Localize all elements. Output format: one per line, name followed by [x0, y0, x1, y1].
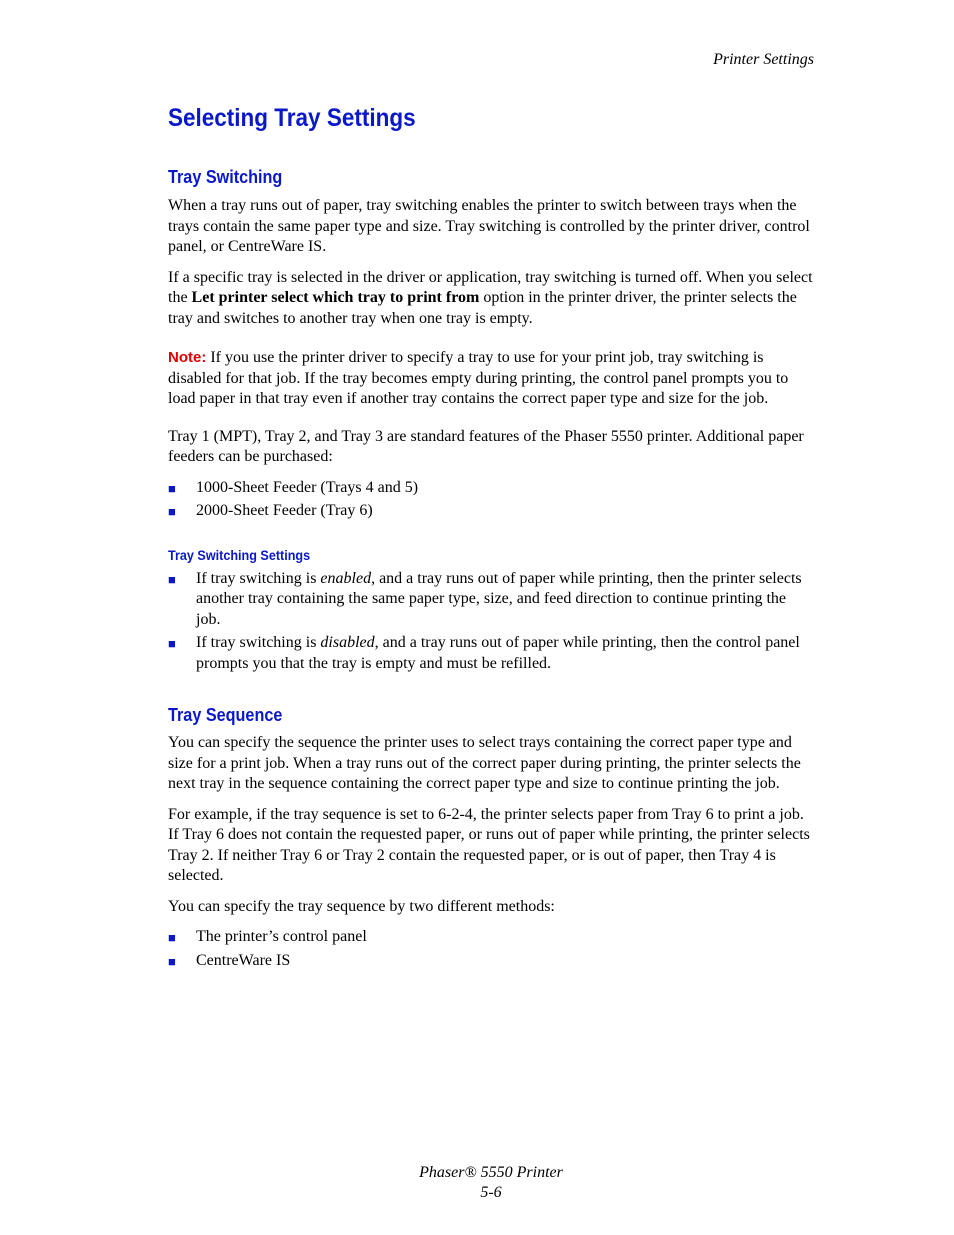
method-list	[168, 927, 813, 971]
paragraph: You can specify the tray sequence by two different methods:	[168, 897, 555, 915]
page-footer	[0, 1163, 954, 1203]
list-item	[168, 633, 813, 674]
bullet-icon: ■	[168, 953, 176, 969]
text-run: , and a tray runs out of paper while printing, then the control panel prompts you that the tray is empty and must be refilled.	[196, 634, 800, 672]
page-number: 5-6	[480, 1184, 502, 1201]
list-item-text: CentreWare IS	[196, 951, 291, 969]
note	[168, 348, 813, 410]
footer-product: Phaser® 5550 Printer	[419, 1164, 563, 1181]
list-item-text: 1000-Sheet Feeder (Trays 4 and 5)	[196, 478, 419, 496]
list-item-text: 2000-Sheet Feeder (Tray 6)	[196, 502, 373, 519]
note-text: If you use the printer driver to specify a tray to use for your print job, tray switching is disabled for that job. If the tray becomes empty during printing, the control panel prompts you to load paper in that tray even if another tray contains the correct paper type and size for the job.	[168, 349, 789, 407]
paragraph: For example, if the tray sequence is set to 6-2-4, the printer selects paper from Tray 6 to print a job. If Tray 6 does not contain the requested paper, or runs out of paper while printing, the printer selects Tray 2. If neither Tray 6 or Tray 2 contain the requested paper, or is out of paper, then Tray 4 is selected.	[168, 805, 810, 884]
bullet-icon: ■	[168, 571, 176, 587]
option-name: Let printer select which tray to print from	[191, 289, 480, 306]
text-run: If tray switching is	[196, 569, 321, 587]
bullet-icon: ■	[168, 480, 176, 496]
section-heading-tray-switching: Tray Switching	[168, 167, 283, 187]
bullet-icon: ■	[168, 930, 176, 945]
list-item	[168, 569, 813, 631]
list-item	[168, 501, 813, 522]
feeder-list	[168, 478, 813, 522]
page-title: Selecting Tray Settings	[168, 104, 416, 132]
bullet-icon: ■	[168, 504, 176, 519]
page-content	[168, 100, 813, 971]
paragraph	[168, 268, 813, 330]
emphasis: disabled	[320, 634, 375, 651]
list-item	[168, 951, 813, 972]
list-item	[168, 927, 813, 948]
text-run: If tray switching is	[196, 634, 321, 651]
section-heading-tray-sequence: Tray Sequence	[168, 705, 283, 725]
settings-list	[168, 569, 813, 675]
list-item	[168, 478, 813, 499]
bullet-icon: ■	[168, 636, 176, 651]
subsection-heading-tray-switching-settings: Tray Switching Settings	[168, 546, 311, 563]
text-run: option in the printer driver, the printer selects the tray and switches to another tray when one tray is empty.	[168, 289, 797, 327]
text-run: , and a tray runs out of paper while printing, then the printer selects another tray containing the same paper type, size, and feed direction to continue printing the job.	[196, 569, 802, 628]
paragraph: When a tray runs out of paper, tray switching enables the printer to switch between trays when the trays contain the same paper type and size. Tray switching is controlled by the printer driver, control panel, or CentreWare IS.	[168, 197, 810, 255]
paragraph: You can specify the sequence the printer uses to select trays containing the correct paper type and size for a print job. When a tray runs out of the correct paper during printing, the printer selects the next tray in the sequence containing the correct paper type and size to continue printing the job.	[168, 734, 801, 792]
list-item-text: The printer’s control panel	[196, 928, 367, 945]
emphasis: enabled	[320, 569, 372, 587]
paragraph: Tray 1 (MPT), Tray 2, and Tray 3 are standard features of the Phaser 5550 printer. Additional paper feeders can be purchased:	[168, 427, 804, 465]
note-label: Note:	[168, 349, 207, 366]
running-header: Printer Settings	[713, 51, 814, 68]
text-run: If a specific tray is selected in the driver or application, tray switching is turned off. When you select the	[168, 268, 813, 306]
